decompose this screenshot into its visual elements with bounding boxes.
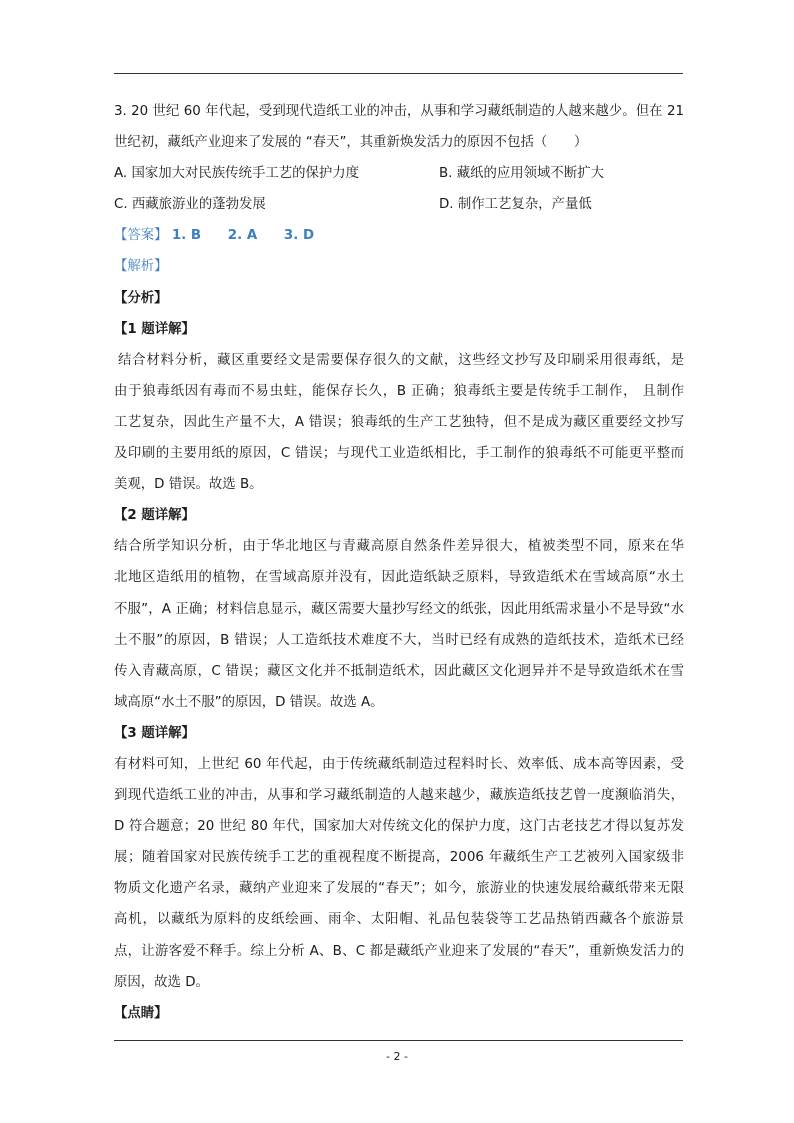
detail-1-line: 美观，D 错误。故选 B。: [114, 477, 263, 493]
header-rule: [114, 73, 683, 74]
answer-line: [114, 220, 684, 251]
detail-1-line: 工艺复杂，因此生产量不大，A 错误；狼毒纸的生产工艺独特，但不是成为藏区重要经文抄写: [114, 414, 684, 430]
options-row-ab: [114, 158, 684, 189]
footer-rule: [114, 1040, 683, 1041]
answer-values: [172, 228, 336, 243]
detail-3-line: 点，让游客爱不释手。综上分析 A、B、C 都是藏纸产业迎来了发展的“春天”，重新焕发活力的: [114, 943, 684, 959]
page-content: [114, 96, 684, 1029]
detail-2-line: 传入青藏高原，C 错误；藏区文化并不抵制造纸术，因此藏区文化迥异并不是导致造纸术在雪: [114, 663, 684, 679]
analysis-tag: 【解析】: [114, 259, 168, 275]
option-d: D. 制作工艺复杂，产量低: [439, 197, 592, 213]
page-number: - 2 -: [386, 1050, 408, 1063]
answer-tag: 【答案】: [114, 228, 168, 244]
fenxi-heading: 【分析】: [114, 290, 168, 306]
detail-2-heading: 【2 题详解】: [114, 508, 195, 524]
answer-2: 2. A: [227, 228, 258, 244]
detail-2-line: 北地区造纸用的植物，在雪域高原并没有，因此造纸缺乏原料，导致造纸术在雪域高原“水土: [114, 570, 684, 586]
option-a: A. 国家加大对民族传统手工艺的保护力度: [114, 166, 360, 182]
answer-1: 1. B: [171, 228, 202, 244]
option-c: C. 西藏旅游业的蓬勃发展: [114, 197, 266, 213]
detail-2-line: 不服”，A 正确；材料信息显示，藏区需要大量抄写经文的纸张，因此用纸需求量小不是导致“水: [114, 601, 684, 617]
options-row-cd: [114, 189, 684, 220]
detail-1-line: 及印刷的主要用纸的原因，C 错误；与现代工业造纸相比，手工制作的狼毒纸不可能更平整而: [114, 446, 684, 462]
detail-3-line: 展；随着国家对民族传统手工艺的重视程度不断提高，2006 年藏纸生产工艺被列入国家级非: [114, 850, 684, 866]
detail-2-line: 结合所学知识分析，由于华北地区与青藏高原自然条件差异很大，植被类型不同，原来在华: [114, 539, 684, 555]
detail-1-line: 由于狼毒纸因有毒而不易虫蛀，能保存长久，B 正确；狼毒纸主要是传统手工制作， 且制作: [114, 383, 684, 399]
answer-3: 3. D: [283, 228, 315, 244]
detail-3-heading: 【3 题详解】: [114, 725, 195, 741]
question-stem-line-1: 3. 20 世纪 60 年代起，受到现代造纸工业的冲击，从事和学习藏纸制造的人越来越少。但在 21: [114, 104, 684, 119]
detail-2-line: 域高原“水土不服”的原因，D 错误。故选 A。: [114, 694, 384, 710]
detail-1-heading: 【1 题详解】: [114, 321, 195, 337]
detail-1-line: 结合材料分析，藏区重要经文是需要保存很久的文献，这些经文抄写及印刷采用很毒纸，是: [118, 352, 684, 368]
detail-3-line: 到现代造纸工业的冲击，从事和学习藏纸制造的人越来越少，藏族造纸技艺曾一度濒临消失，: [114, 788, 684, 804]
detail-3-line: 原因，故选 D。: [114, 974, 209, 990]
option-b: B. 藏纸的应用领域不断扩大: [439, 166, 604, 182]
detail-2-line: 土不服”的原因，B 错误；人工造纸技术难度不大，当时已经有成熟的造纸技术，造纸术已经: [114, 632, 684, 648]
detail-3-line: 物质文化遗产名录，藏纳产业迎来了发展的“春天”；如今，旅游业的快速发展给藏纸带来无限: [114, 881, 684, 897]
detail-3-line: D 符合题意；20 世纪 80 年代，国家加大对传统文化的保护力度，这门古老技艺才得以复苏发: [114, 819, 684, 835]
detail-3-line: 有材料可知，上世纪 60 年代起，由于传统藏纸制造过程料时长、效率低、成本高等因素，受: [114, 756, 684, 772]
detail-3-line: 高机，以藏纸为原料的皮纸绘画、雨伞、太阳帽、礼品包装袋等工艺品热销西藏各个旅游景: [114, 912, 684, 928]
question-stem-line-2: 世纪初，藏纸产业迎来了发展的 “春天”，其重新焕发活力的原因不包括（ ）: [114, 135, 588, 151]
dianjing-heading: 【点睛】: [114, 1005, 168, 1021]
